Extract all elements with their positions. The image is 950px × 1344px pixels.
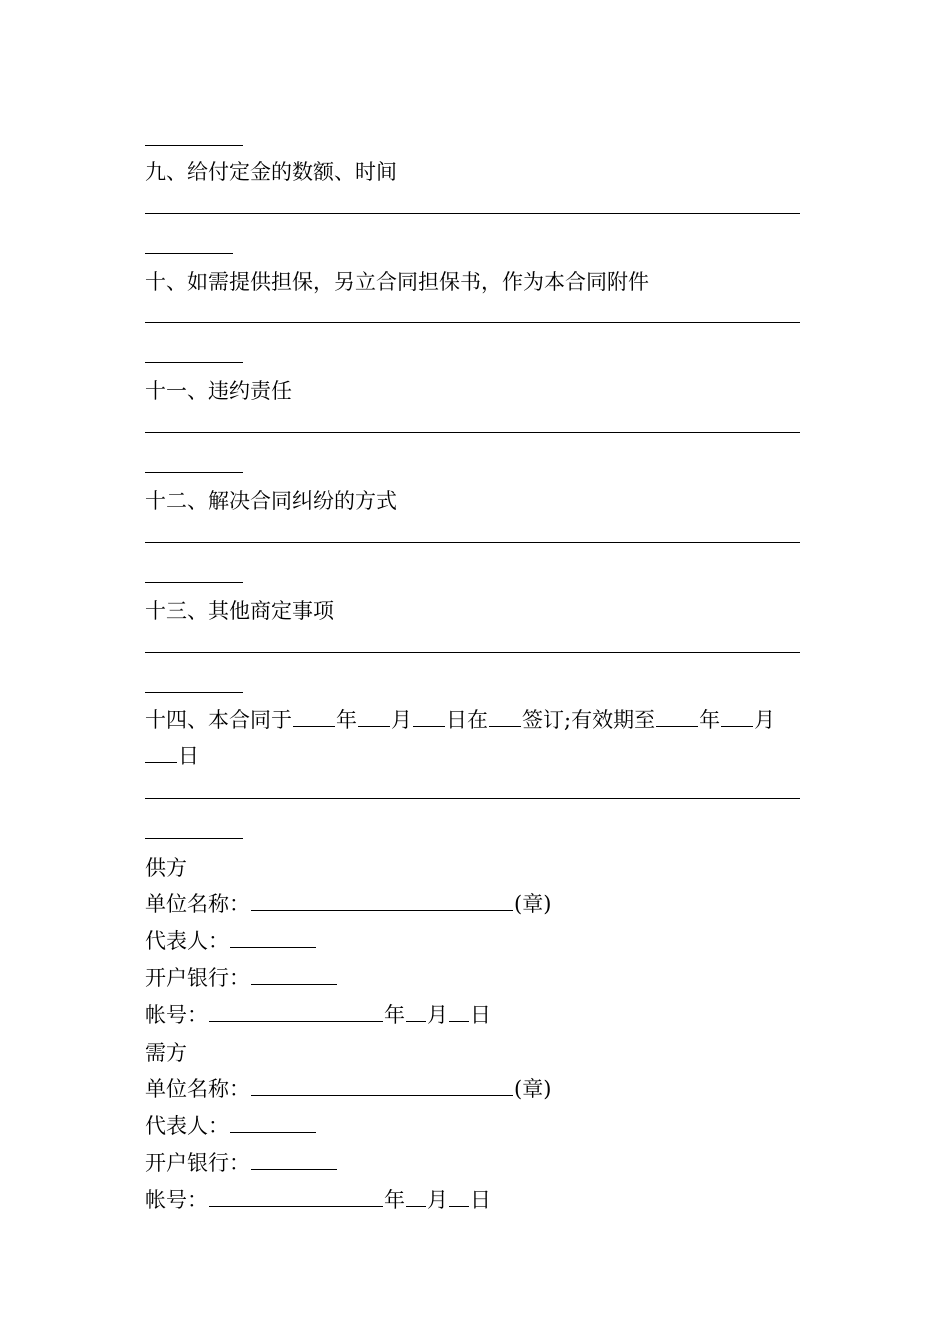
month-blank[interactable] [406, 1001, 426, 1022]
blank-line [145, 472, 243, 473]
buyer-unit-name-line [145, 1075, 551, 1103]
bank-label: 开户银行： [145, 1151, 250, 1175]
supplier-bank-field[interactable] [251, 964, 337, 985]
section-14-line-2 [145, 742, 199, 770]
buyer-representative-field[interactable] [230, 1112, 316, 1133]
year-label: 年 [384, 1188, 405, 1212]
expiry-month-label: 月 [754, 708, 776, 732]
representative-label: 代表人： [145, 929, 229, 953]
buyer-account-field[interactable] [209, 1186, 383, 1207]
blank-line [145, 652, 800, 653]
day-label: 日 [470, 1188, 491, 1212]
seal-label: (章) [514, 892, 552, 916]
month-blank[interactable] [358, 706, 390, 727]
blank-line [145, 213, 800, 214]
day-label: 日 [470, 1003, 491, 1027]
day-at-label: 日在 [446, 708, 488, 732]
supplier-unit-name-line [145, 890, 551, 918]
buyer-bank-field[interactable] [251, 1149, 337, 1170]
seal-label: (章) [514, 1077, 552, 1101]
section-10-heading: 十、如需提供担保，另立合同担保书，作为本合同附件 [145, 270, 649, 294]
account-label: 帐号： [145, 1003, 208, 1027]
supplier-unit-name-field[interactable] [251, 890, 513, 911]
supplier-account-field[interactable] [209, 1001, 383, 1022]
blank-line [145, 692, 243, 693]
buyer-account-line [145, 1186, 491, 1214]
month-label: 月 [427, 1188, 448, 1212]
day-blank[interactable] [449, 1001, 469, 1022]
blank-line [145, 432, 800, 433]
section-12-heading: 十二、解决合同纠纷的方式 [145, 489, 397, 513]
expiry-year-label: 年 [699, 708, 721, 732]
blank-line [145, 322, 800, 323]
expiry-year-blank[interactable] [656, 706, 698, 727]
buyer-unit-name-field[interactable] [251, 1075, 513, 1096]
expiry-month-blank[interactable] [721, 706, 753, 727]
bank-label: 开户银行： [145, 966, 250, 990]
month-label: 月 [391, 708, 412, 732]
day-blank[interactable] [449, 1186, 469, 1207]
section-9-heading: 九、给付定金的数额、时间 [145, 160, 397, 184]
representative-label: 代表人： [145, 1114, 229, 1138]
year-label: 年 [336, 708, 357, 732]
supplier-heading: 供方 [145, 856, 187, 880]
blank-line [145, 798, 800, 799]
month-label: 月 [427, 1003, 448, 1027]
buyer-bank-line [145, 1149, 338, 1177]
day-blank[interactable] [413, 706, 445, 727]
blank-line [145, 145, 243, 146]
blank-line [145, 582, 243, 583]
blank-line [145, 253, 233, 254]
unit-name-label: 单位名称： [145, 1077, 250, 1101]
month-blank[interactable] [406, 1186, 426, 1207]
unit-name-label: 单位名称： [145, 892, 250, 916]
supplier-representative-field[interactable] [230, 927, 316, 948]
supplier-account-line [145, 1001, 491, 1029]
buyer-representative-line [145, 1112, 317, 1140]
blank-line [145, 362, 243, 363]
expiry-day-blank[interactable] [145, 742, 177, 763]
signed-label: 签订;有效期至 [522, 708, 656, 732]
supplier-bank-line [145, 964, 338, 992]
expiry-day-label: 日 [178, 744, 199, 768]
year-label: 年 [384, 1003, 405, 1027]
section-13-heading: 十三、其他商定事项 [145, 599, 334, 623]
section-14-line [145, 706, 775, 734]
place-blank[interactable] [489, 706, 521, 727]
section-14-prefix: 十四、本合同于 [145, 708, 292, 732]
section-11-heading: 十一、违约责任 [145, 379, 292, 403]
blank-line [145, 838, 243, 839]
blank-line [145, 542, 800, 543]
account-label: 帐号： [145, 1188, 208, 1212]
year-blank[interactable] [293, 706, 335, 727]
buyer-heading: 需方 [145, 1041, 187, 1065]
supplier-representative-line [145, 927, 317, 955]
